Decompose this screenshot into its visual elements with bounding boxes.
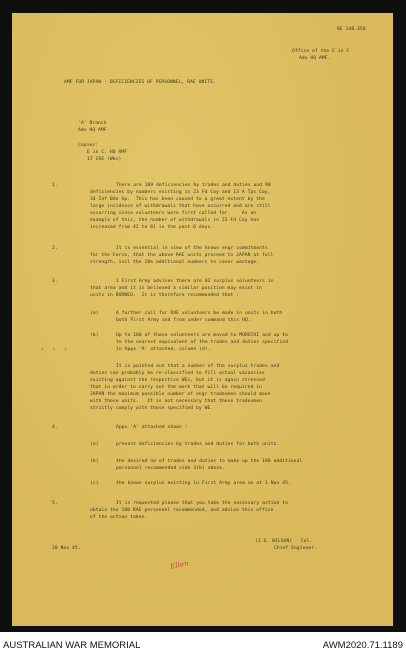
document-reference: BE 148.350	[337, 27, 366, 32]
footer-bar	[0, 638, 406, 653]
paragraph-line: obtain the 180 RAE personnel recommended, and advise this office	[90, 508, 274, 513]
footer-accession-number: AWM2020.71.1189	[322, 640, 403, 651]
paragraph-line: It is essential in view of the known engr commitments	[116, 246, 268, 251]
office-line-1: Office of the E in C	[292, 49, 350, 54]
handwritten-annotation: Ellen	[169, 559, 190, 571]
subparagraph-line: both First Army and from under command this HQ.	[116, 318, 251, 323]
subparagraph-line: in Appx 'A' attached, column (d).	[116, 347, 211, 352]
paragraph-line: example of this, the number of withdrawals in 23 Fd Coy has	[90, 218, 260, 223]
paragraph-line: There are 109 deficiencies by trades and duties and 90	[116, 183, 271, 188]
paragraph-line: with these units. It is not necessary that these tradesmen	[90, 399, 262, 404]
subparagraph-line: to the nearest equivalent of the trades and duties specified	[116, 340, 288, 345]
paragraph-line: existing against the respective WEs, but it is again stressed	[90, 378, 265, 383]
paragraph-line: occurring since volunteers were first called for. As an	[90, 211, 257, 216]
paragraph-number: 4.	[52, 425, 58, 430]
subparagraph-number: (a)	[90, 442, 99, 447]
subparagraph-number: (b)	[90, 459, 99, 464]
paragraph-line: that in order to carry out the work that will be required in	[90, 385, 262, 390]
subject-line: AMF FOR JAPAN - DEFICIENCIES OF PERSONNEL, RAE UNITS.	[64, 80, 216, 85]
subparagraph-line: the known surplus existing in First Army area as at 1 Nov 45.	[116, 481, 291, 486]
office-line-2: Adv HQ AMF.	[299, 56, 331, 61]
paragraph-line: 1 First Army advises there are 82 surplus volunteers in	[116, 279, 274, 284]
document-date: 20 Nov 45.	[52, 546, 81, 551]
paragraph-line: strictly comply with those specified by WE.	[90, 406, 214, 411]
paragraph-number: 3.	[52, 279, 58, 284]
paragraph-line: units in BORNEO. It is therefore recommended that :	[90, 293, 240, 298]
subparagraph-line: the desired no of trades and duties to make up the 180 additional	[116, 459, 303, 464]
copies-item-1: E in C, HQ AMF	[87, 150, 128, 155]
paragraph-line: of the action taken.	[90, 515, 148, 520]
subparagraph-number: (c)	[90, 481, 99, 486]
footer-institution: AUSTRALIAN WAR MEMORIAL	[3, 640, 141, 651]
paragraph-number: 2.	[52, 246, 58, 251]
subparagraph-line: personnel recommended vide 3(b) above.	[116, 466, 225, 471]
paragraph-line: 34 Inf Bde Gp. This has been caused to a great extent by the	[90, 197, 265, 202]
subparagraph-number: (b)	[90, 333, 99, 338]
paragraph-line: increased from 42 to 81 in the past 6 days.	[90, 225, 214, 230]
subparagraph-line: A further call for RAE volunteers be made in units in both	[116, 311, 283, 316]
copies-label: Copies:	[78, 143, 99, 148]
paragraph-line: It is requested please that you take the necessary action to	[116, 501, 288, 506]
addressee-line-2: Adv HQ AMF	[78, 128, 107, 133]
copies-item-2: 17 CRE (Wks)	[87, 157, 122, 162]
paragraph-line: Appx 'A' attached shows :	[116, 425, 188, 430]
margin-dots: • • •	[40, 345, 70, 354]
signatory-title: Chief Engineer.	[274, 546, 317, 551]
document-page	[12, 13, 393, 626]
subparagraph-line: present deficiencies by trades and duties for both units.	[116, 442, 280, 447]
paragraph-line: strength, incl the 10% additional numbers to cover wastage.	[90, 260, 260, 265]
paragraph-line: large incidence of withdrawals that have occurred and are still	[90, 204, 271, 209]
paragraph-line: It is pointed out that a number of the surplus trades and	[116, 364, 280, 369]
paragraph-number: 1.	[52, 183, 58, 188]
paragraph-line: duties can probably be re-classified to fill actual vacancies	[90, 371, 265, 376]
paragraph-number: 5.	[52, 501, 58, 506]
paragraph-line: that area and it is believed a similar position may exist in	[90, 286, 262, 291]
subparagraph-line: Up to 180 of these volunteers are moved to MOROTAI and up to	[116, 333, 288, 338]
paragraph-line: for the Force, that the above RAE units proceed to JAPAN at full	[90, 253, 274, 258]
addressee-line-1: 'A' Branch	[78, 121, 107, 126]
signatory-name: (J.G. WILSON) Col.	[255, 539, 313, 544]
paragraph-line: deficiencies by numbers existing in 23 Fd Coy and 13 A Tps Coy,	[90, 190, 271, 195]
subparagraph-number: (a)	[90, 311, 99, 316]
paragraph-line: JAPAN the maximum possible number of engr tradesmen should move	[90, 392, 271, 397]
